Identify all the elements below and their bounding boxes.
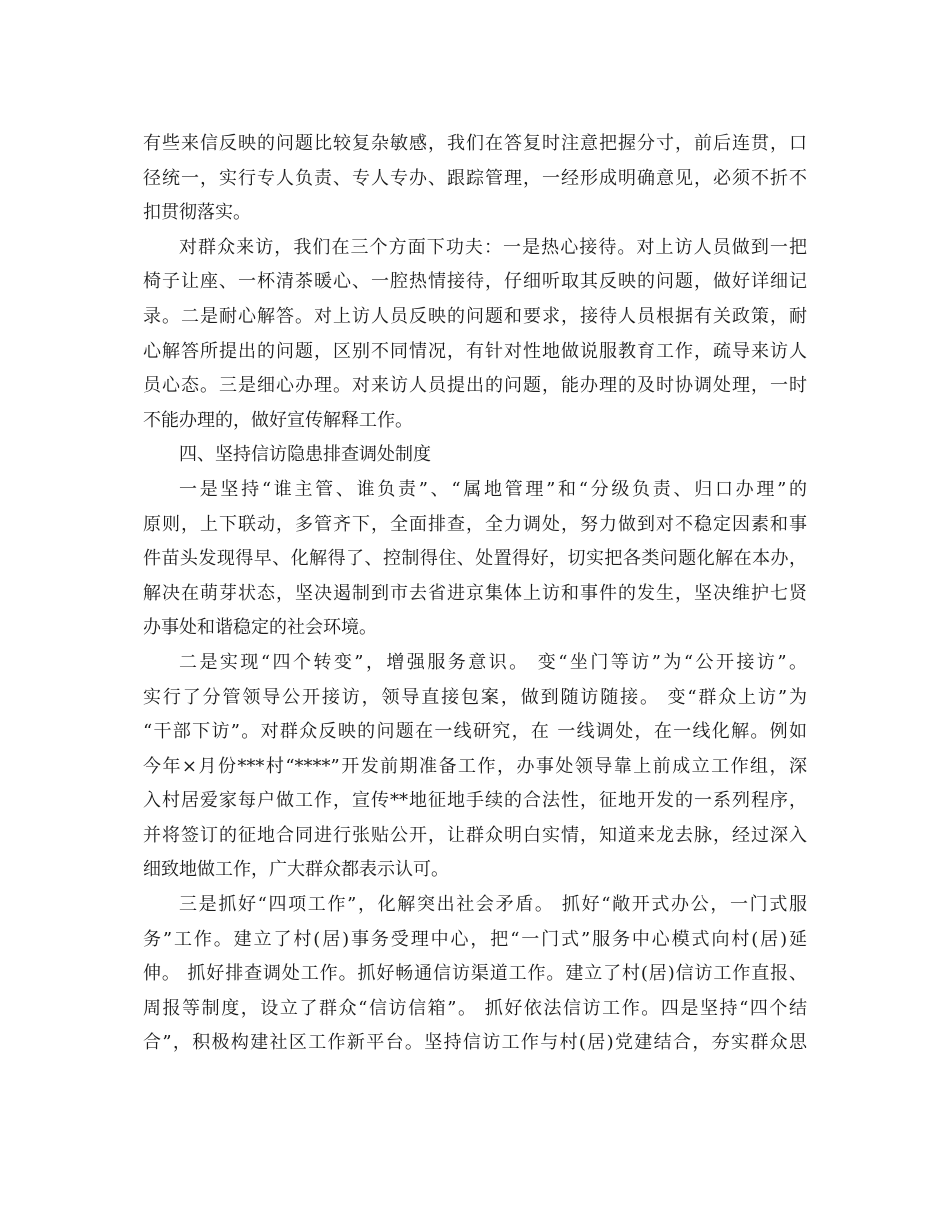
text-line: 原则，上下联动，多管齐下，全面排查，全力调处，努力做到对不稳定因素和事 (143, 513, 807, 535)
document-body (143, 127, 807, 1061)
text-line: 细致地做工作，广大群众都表示认可。 (143, 859, 449, 881)
paragraph-1 (143, 127, 807, 231)
text-line: 周报等制度，设立了群众“信访信箱”。 抓好依法信访工作。四是坚持“四个结 (143, 997, 807, 1019)
text-line: 解决在萌芽状态，坚决遏制到市去省进京集体上访和事件的发生，坚决维护七贤 (143, 582, 807, 604)
text-line: 合”，积极构建社区工作新平台。坚持信访工作与村(居)党建结合，夯实群众思 (143, 1032, 807, 1054)
text-line: 务”工作。建立了村(居)事务受理中心，把“一门式”服务中心模式向村(居)延 (143, 928, 807, 950)
paragraph-5 (143, 646, 807, 888)
text-line: 录。二是耐心解答。对上访人员反映的问题和要求，接待人员根据有关政策，耐 (143, 305, 807, 327)
paragraph-4 (143, 473, 807, 646)
text-line: 员心态。三是细心办理。对来访人员提出的问题，能办理的及时协调处理，一时 (143, 375, 807, 397)
section-heading-text: 四、坚持信访隐患排查调处制度 (179, 444, 431, 466)
paragraph-6 (143, 888, 807, 1061)
paragraph-2 (143, 231, 807, 439)
text-line: 入村居爱家每户做工作，宣传**地征地手续的合法性，征地开发的一系列程序， (143, 790, 807, 812)
text-line: 径统一，实行专人负责、专人专办、跟踪管理，一经形成明确意见，必须不折不 (143, 167, 807, 189)
text-line: 不能办理的，做好宣传解释工作。 (143, 409, 413, 431)
text-line: 扣贯彻落实。 (143, 202, 251, 224)
section-heading (143, 438, 807, 473)
text-line: 伸。 抓好排查调处工作。抓好畅通信访渠道工作。建立了村(居)信访工作直报、 (143, 963, 807, 985)
text-line: 三是抓好“四项工作”，化解突出社会矛盾。 抓好“敞开式办公，一门式服 (179, 894, 807, 916)
text-line: 有些来信反映的问题比较复杂敏感，我们在答复时注意把握分寸，前后连贯，口 (143, 133, 807, 154)
text-line: 心解答所提出的问题，区别不同情况，有针对性地做说服教育工作，疏导来访人 (143, 340, 807, 362)
text-line: 办事处和谐稳定的社会环境。 (143, 617, 377, 639)
text-line: 今年×月份***村“****”开发前期准备工作，办事处领导靠上前成立工作组，深 (143, 755, 807, 777)
text-line: 椅子让座、一杯清茶暖心、一腔热情接待，仔细听取其反映的问题，做好详细记 (143, 271, 807, 293)
text-line: 并将签订的征地合同进行张贴公开，让群众明白实情，知道来龙去脉，经过深入 (143, 824, 807, 846)
text-line: 件苗头发现得早、化解得了、控制得住、处置得好，切实把各类问题化解在本办， (143, 548, 807, 570)
text-line: “干部下访”。对群众反映的问题在一线研究，在 一线调处，在一线化解。例如 (143, 721, 807, 743)
text-line: 一是坚持“谁主管、谁负责”、“属地管理”和“分级负责、归口办理”的 (179, 478, 807, 500)
text-line: 二是实现“四个转变”，增强服务意识。 变“坐门等访”为“公开接访”。 (179, 651, 807, 673)
text-line: 实行了分管领导公开接访，领导直接包案，做到随访随接。 变“群众上访”为 (143, 686, 807, 708)
text-line: 对群众来访，我们在三个方面下功夫：一是热心接待。对上访人员做到一把 (179, 236, 807, 258)
